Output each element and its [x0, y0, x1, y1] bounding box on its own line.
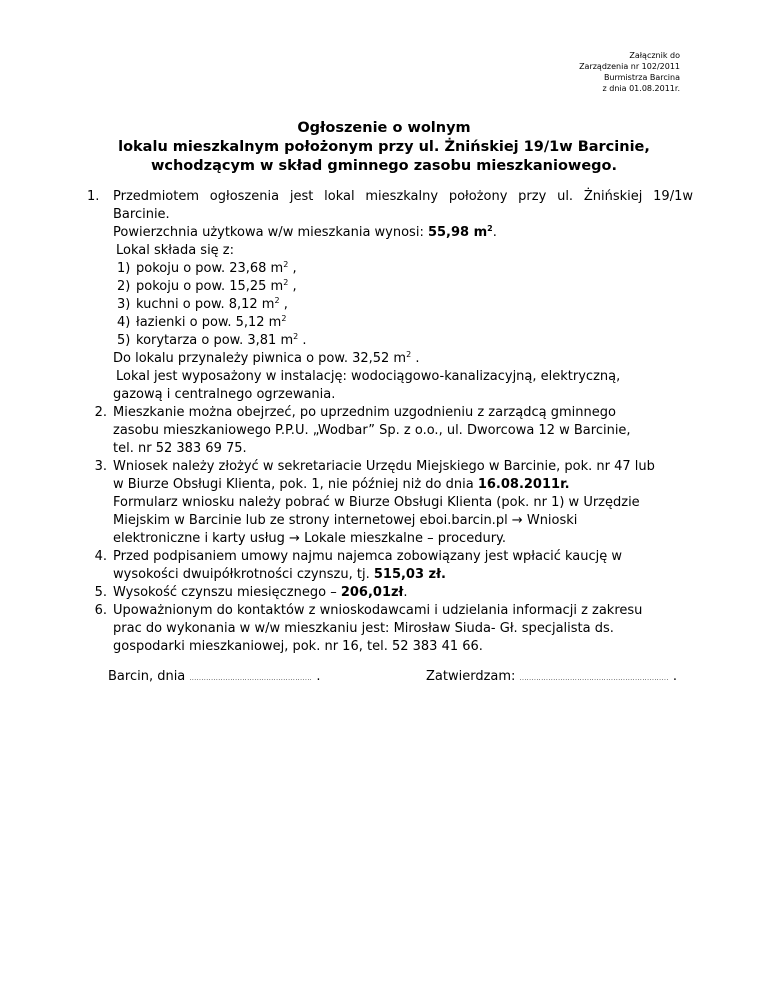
attachment-line: Załącznik do	[629, 51, 680, 60]
title-line: Ogłoszenie o wolnym	[297, 120, 471, 136]
rent-amount: 206,01zł	[340, 585, 404, 600]
place-date-dots: ...................................................	[189, 675, 313, 682]
deadline-date: 16.08.2011r.	[477, 477, 570, 492]
approval-end: .	[668, 669, 678, 684]
item-text: Barcinie.	[113, 207, 170, 222]
deposit-amount: 515,03 zł.	[373, 567, 446, 582]
room-number: 2)	[117, 279, 131, 294]
list-item-4	[83, 548, 693, 584]
item-text: Wniosek należy złożyć w sekretariacie Urzędu Miejskiego w Barcinie, pok. nr 47 lub	[113, 459, 655, 474]
item-text: .	[492, 225, 497, 240]
room-number: 4)	[117, 315, 131, 330]
place-date-end: .	[312, 669, 321, 684]
item-text: wysokości dwuipółkrotności czynszu, tj.	[113, 567, 374, 582]
room-text: łazienki o pow. 5,12 m	[136, 315, 282, 330]
room-text: korytarza o pow. 3,81 m	[136, 333, 294, 348]
floor-area-line	[113, 224, 693, 242]
approval-field	[426, 668, 677, 688]
attachment-line: Burmistrza Barcina	[603, 73, 680, 82]
room-suffix: .	[298, 333, 307, 348]
room-item	[117, 278, 693, 296]
item-text: Mieszkanie można obejrzeć, po uprzednim uzgodnieniu z zarządcą gminnego	[113, 405, 616, 420]
item-text: Wysokość czynszu miesięcznego –	[113, 585, 341, 600]
item-text: elektroniczne i karty usług → Lokale mieszkalne – procedury.	[113, 531, 507, 546]
item-text: .	[403, 585, 408, 600]
superscript: 2	[283, 278, 289, 287]
item-text: w Biurze Obsługi Klienta, pok. 1, nie później niż do dnia	[113, 477, 478, 492]
item-text: Przed podpisaniem umowy najmu najemca zobowiązany jest wpłacić kaucję w	[113, 549, 623, 564]
item-text: gazową i centralnego ogrzewania.	[113, 387, 336, 402]
rooms-list	[117, 260, 693, 350]
superscript: 2	[293, 332, 299, 341]
item-text: Lokal jest wyposażony w instalację: wodociągowo-kanalizacyjną, elektryczną,	[116, 369, 621, 384]
list-item-3	[83, 458, 693, 548]
list-item-6	[83, 602, 693, 656]
list-number: 2.	[94, 405, 107, 420]
room-suffix: ,	[288, 261, 297, 276]
place-date-label: Barcin, dnia	[108, 669, 190, 684]
attachment-note	[579, 50, 680, 94]
room-suffix: ,	[279, 297, 288, 312]
room-text: kuchni o pow. 8,12 m	[136, 297, 275, 312]
announcement-body	[83, 188, 693, 656]
item-text: Lokal składa się z:	[116, 243, 235, 258]
superscript: 2	[281, 314, 287, 323]
room-item	[117, 332, 693, 350]
room-number: 1)	[117, 261, 131, 276]
item-text: zasobu mieszkaniowego P.P.U. „Wodbar” Sp. z o.o., ul. Dworcowa 12 w Barcinie,	[113, 423, 631, 438]
superscript: 2	[283, 260, 289, 269]
list-number: 1.	[87, 189, 100, 204]
room-item	[117, 296, 693, 314]
list-number: 5.	[94, 585, 107, 600]
item-text: Powierzchnia użytkowa w/w mieszkania wynosi:	[113, 225, 428, 240]
superscript: 2	[406, 350, 412, 359]
place-date-field	[108, 668, 320, 688]
cellar-line	[113, 350, 693, 368]
room-text: pokoju o pow. 15,25 m	[136, 279, 284, 294]
list-item-2	[83, 404, 693, 458]
list-item-5	[83, 584, 693, 602]
item-text: prac do wykonania w w/w mieszkaniu jest: Mirosław Siuda- Gł. specjalista ds.	[113, 621, 614, 636]
attachment-line: Zarządzenia nr 102/2011	[579, 62, 680, 71]
approval-label: Zatwierdzam:	[426, 669, 520, 684]
item-text: Upoważnionym do kontaktów z wnioskodawcami i udzielania informacji z zakresu	[113, 603, 643, 618]
approval-dots: ..............................................................	[519, 675, 669, 682]
item-text: gospodarki mieszkaniowej, pok. nr 16, tel. 52 383 41 66.	[113, 639, 483, 654]
item-text: Miejskim w Barcinie lub ze strony internetowej eboi.barcin.pl → Wnioski	[113, 513, 578, 528]
deadline-line	[113, 476, 693, 494]
list-number: 4.	[94, 549, 107, 564]
attachment-line: z dnia 01.08.2011r.	[602, 84, 680, 93]
rent-line	[113, 584, 693, 602]
superscript: 2	[274, 296, 280, 305]
room-item	[117, 260, 693, 278]
item-text: Przedmiotem ogłoszenia jest lokal mieszkalny położony przy ul. Żnińskiej 19/1w	[113, 189, 693, 204]
floor-area-value	[428, 225, 493, 240]
item-text: Do lokalu przynależy piwnica o pow. 32,52 m	[113, 351, 407, 366]
item-text: Formularz wniosku należy pobrać w Biurze Obsługi Klienta (pok. nr 1) w Urzędzie	[113, 495, 640, 510]
floor-area-number: 55,98 m	[427, 225, 488, 240]
room-text: pokoju o pow. 23,68 m	[136, 261, 284, 276]
list-number: 6.	[94, 603, 107, 618]
item-text: tel. nr 52 383 69 75.	[113, 441, 247, 456]
room-number: 5)	[117, 333, 131, 348]
room-suffix: ,	[288, 279, 297, 294]
title-line: lokalu mieszkalnym położonym przy ul. Żnińskiej 19/1w Barcinie,	[118, 139, 650, 155]
item-text: .	[411, 351, 420, 366]
room-item	[117, 314, 693, 332]
superscript: 2	[487, 224, 493, 233]
document-title	[0, 119, 768, 176]
deposit-line	[113, 566, 693, 584]
room-number: 3)	[117, 297, 131, 312]
list-number: 3.	[94, 459, 107, 474]
list-item-1	[83, 188, 693, 404]
title-line: wchodzącym w skład gminnego zasobu mieszkaniowego.	[150, 158, 618, 174]
